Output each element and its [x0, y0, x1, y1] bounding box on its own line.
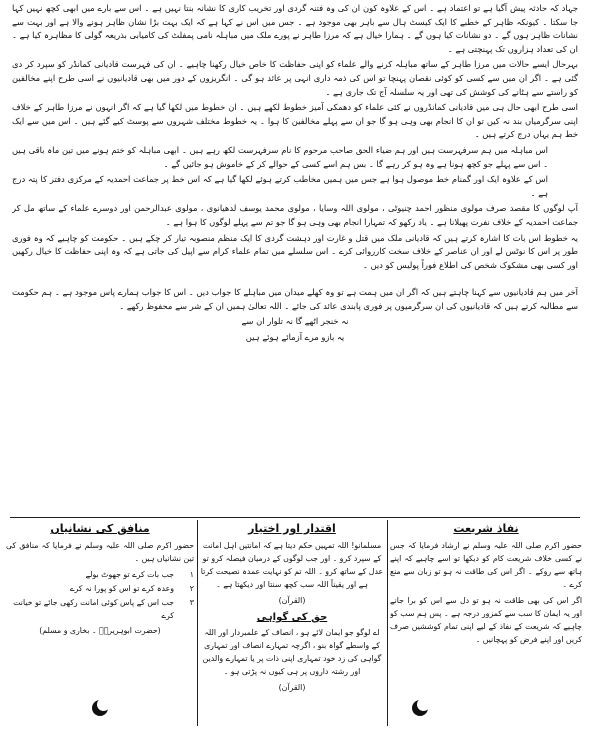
column-text: حضور اکرم صلی اللہ علیہ وسلم نے فرمایا کہ منافق کی تین نشانیاں ہیں ۔ [6, 541, 194, 563]
column-text: حضور اکرم صلی اللہ علیہ وسلم نے ارشاد فرمایا کہ جس نے کسی خلاف شریعت کام کو دیکھا تو اسے چاہیے کہ اپنے ہاتھ سے روکے ۔ اگر اس کی طاقت نہ ہو تو زبان سے منع کرے ۔ [390, 541, 582, 589]
quoted-letter: اس کے علاوہ ایک اور گمنام خط موصول ہوا ہے جس میں ہمیں مخاطب کرتے ہوئے لکھا گیا ہے کہ اس خط پر جماعت احمدیہ کے مرکزی دفتر کا پتہ درج ہے ۔ [12, 174, 548, 198]
list-text: جب اس کے پاس کوئی امانت رکھی جائے تو خیانت کرے [13, 598, 174, 620]
column-divider [197, 520, 198, 726]
column-title: نفاذ شریعت [453, 522, 519, 535]
column-title: منافق کی نشانیاں [50, 522, 150, 535]
section-divider [10, 517, 580, 518]
list-number: ۲ [189, 584, 194, 593]
column-nifaz-shariat [390, 520, 582, 726]
list-item [6, 568, 194, 581]
reference-note: (القرآن) [278, 596, 306, 605]
closing-verse-line: یہ بازو مرے آزمائے ہوئے ہیں [245, 332, 345, 343]
list-text: وعدہ کرے تو اس کو پورا نہ کرے [69, 584, 174, 593]
column-subtitle: حق کی گواہی [256, 612, 328, 623]
article-body [12, 2, 578, 500]
paragraph: آپ لوگوں کا مقصد صرف مولوی منظور احمد چنیوٹی ، مولوی اللہ وسایا ، مولوی محمد یوسف لدھیانوی ، مولوی عبدالرحمن اور دوسرے علماء کے ساتھ مل کر جماعت احمدیہ کے خلاف نفرت پھیلانا ہے ۔ یاد رکھو کہ تمہارا انجام بھی وہی ہو گا جو تم سے پہلے لوگوں کا ہوا ہے ۔ [12, 203, 578, 227]
crescent-icon [92, 700, 108, 716]
list-item [6, 582, 194, 595]
column-divider [387, 520, 388, 726]
list-item [6, 596, 194, 622]
quoted-letter: اس مباہلہ میں ہم سرفہرست ہیں اور ہم ضیاء الحق صاحب مرحوم کا نام سرفہرست لکھ رہے ہیں ۔ ابھی مباہلہ کو ختم ہونے میں تین ماہ باقی ہیں ۔ اس سے پہلے جو کچھ ہونا ہے وہ ہو کر رہے گا ۔ بس ہم اسے کسی کے حوالے کر کے خاموش ہو جائیں گے ۔ [12, 144, 548, 169]
paragraph: آخر میں ہم قادیانیوں سے کہنا چاہتے ہیں کہ اگر ان میں ہمت ہے تو وہ کھلے میدان میں مباہلے کا جواب دیں ۔ اس کا جواب ہمارے پاس موجود ہے ۔ ہم حکومت سے مطالبہ کرتے ہیں کہ قادیانیوں کی ان سرگرمیوں پر فوری پابندی عائد کی جائے ۔ اللہ تعالیٰ ہمیں ان کے شر سے محفوظ رکھے ۔ [12, 287, 578, 311]
list-number: ۱ [189, 570, 194, 579]
paragraph: جہاد کہ حادثہ پیش آگیا ہے تو اعتماد ہے ۔ اس کے علاوہ کون ان کی وہ فتنہ گردی اور تخریب کاری کا نشانہ بنتا نہیں ہے ۔ اس سے بارے میں ابھی کچھ نہیں کہا جا سکتا ۔ کیونکہ ظاہر کے خطبے کا ایک کیسٹ ہال سے باہر بھی موجود ہے ۔ جس میں اس نے کہا ہے کہ ایک بہت بڑا نشان ظاہر ہونے والا ہے اور بہت سے نشانات ظاہر ہوں گے ۔ دو نشانات کیا ہوں گے ۔ ہمارا خیال ہے کہ مرزا طاہر نے پورے ملک میں مباہلہ نامی پمفلٹ کی کامیابی بذریعہ گولی کا مظاہرہ کیا ہے ۔ ان کی تعداد ہزاروں تک پہنچتی ہے ۔ [12, 3, 578, 54]
column-iqtidar [200, 520, 384, 726]
paragraph: بہرحال ایسے حالات میں مرزا طاہر کے ساتھ مباہلہ کرنے والے علماء کو اپنی حفاظت کا خاص خیال رکھنا چاہیے ۔ ان کی فہرست قادیانی کمانڈر کو سپرد کر دی گئی ہے ۔ اگر ان میں سے کسی کو کوئی نقصان پہنچا تو اس کی ذمہ داری انہی پر عائد ہو گی ۔ انگریزوں کے دور میں بھی قادیانیوں نے اسی طرح اپنے مخالفین کو راستے سے ہٹانے کی کوشش کی تھی اور یہ سلسلہ آج تک جاری ہے ۔ [12, 59, 578, 97]
closing-verse-line: نہ خنجر اٹھے گا نہ تلوار ان سے [241, 316, 349, 327]
column-text: مسلمانو! اللہ تمہیں حکم دیتا ہے کہ امانتیں اہل امانت کے سپرد کرو ۔ اور جب لوگوں کے درمیان فیصلہ کرو تو عدل کے ساتھ کرو ۔ اللہ تم کو نہایت عمدہ نصیحت کرتا ہے اور یقیناً اللہ سب کچھ سنتا اور دیکھتا ہے ۔ [200, 541, 384, 589]
reference-note: (حضرت ابوہریرہؓ ۔ بخاری و مسلم) [39, 626, 161, 635]
column-munafiq [6, 520, 194, 726]
column-text: اے لوگو جو ایمان لائے ہو ، انصاف کے علمبردار اور اللہ کے واسطے گواہ بنو ، اگرچہ تمہارے انصاف اور تمہاری گواہی کی زد خود تمہاری اپنی ذات پر یا تمہارے والدین اور رشتہ داروں پر ہی کیوں نہ پڑتی ہو ۔ [202, 628, 382, 676]
reference-note: (القرآن) [278, 683, 306, 692]
column-title: اقتدار اور اختیار [248, 522, 336, 535]
paragraph: اسی طرح ابھی حال ہی میں قادیانی کمانڈروں نے کئی علماء کو دھمکی آمیز خطوط لکھے ہیں ۔ ان خطوط میں لکھا گیا ہے کہ اگر انہوں نے مرزا طاہر کے خلاف اپنی سرگرمیاں بند نہ کیں تو ان کا انجام بھی وہی ہو گا جو ان سے پہلے مخالفین کا ہوا ۔ یہ خطوط مختلف شہروں سے پوسٹ کیے گئے ہیں ۔ اس میں سے ایک خط ہم یہاں درج کرتے ہیں ۔ [12, 102, 578, 140]
column-text: اگر اس کی بھی طاقت نہ ہو تو دل سے اس کو برا جانے اور یہ ایمان کا سب سے کمزور درجہ ہے ۔ پس ہم سب کو چاہیے کہ شریعت کے نفاذ کے لیے اپنی تمام کوششیں صرف کریں اور اپنے فرض کو پہچانیں ۔ [390, 596, 582, 644]
crescent-icon [412, 700, 428, 716]
paragraph: یہ خطوط اس بات کا اشارہ کرتے ہیں کہ قادیانی ملک میں قتل و غارت اور دہشت گردی کا ایک منظم منصوبہ تیار کر چکے ہیں ۔ حکومت کو چاہیے کہ وہ فوری طور پر اس کا نوٹس لے اور ان عناصر کے خلاف سخت کارروائی کرے ۔ اس سلسلے میں تمام علماء کرام سے اپیل کی جاتی ہے کہ وہ اپنی حفاظت کا خیال رکھیں اور کسی بھی مشکوک شخص کی اطلاع فوراً پولیس کو دیں ۔ [12, 232, 578, 270]
list-text: جب بات کرے تو جھوٹ بولے [85, 570, 174, 579]
list-number: ۳ [189, 598, 194, 607]
